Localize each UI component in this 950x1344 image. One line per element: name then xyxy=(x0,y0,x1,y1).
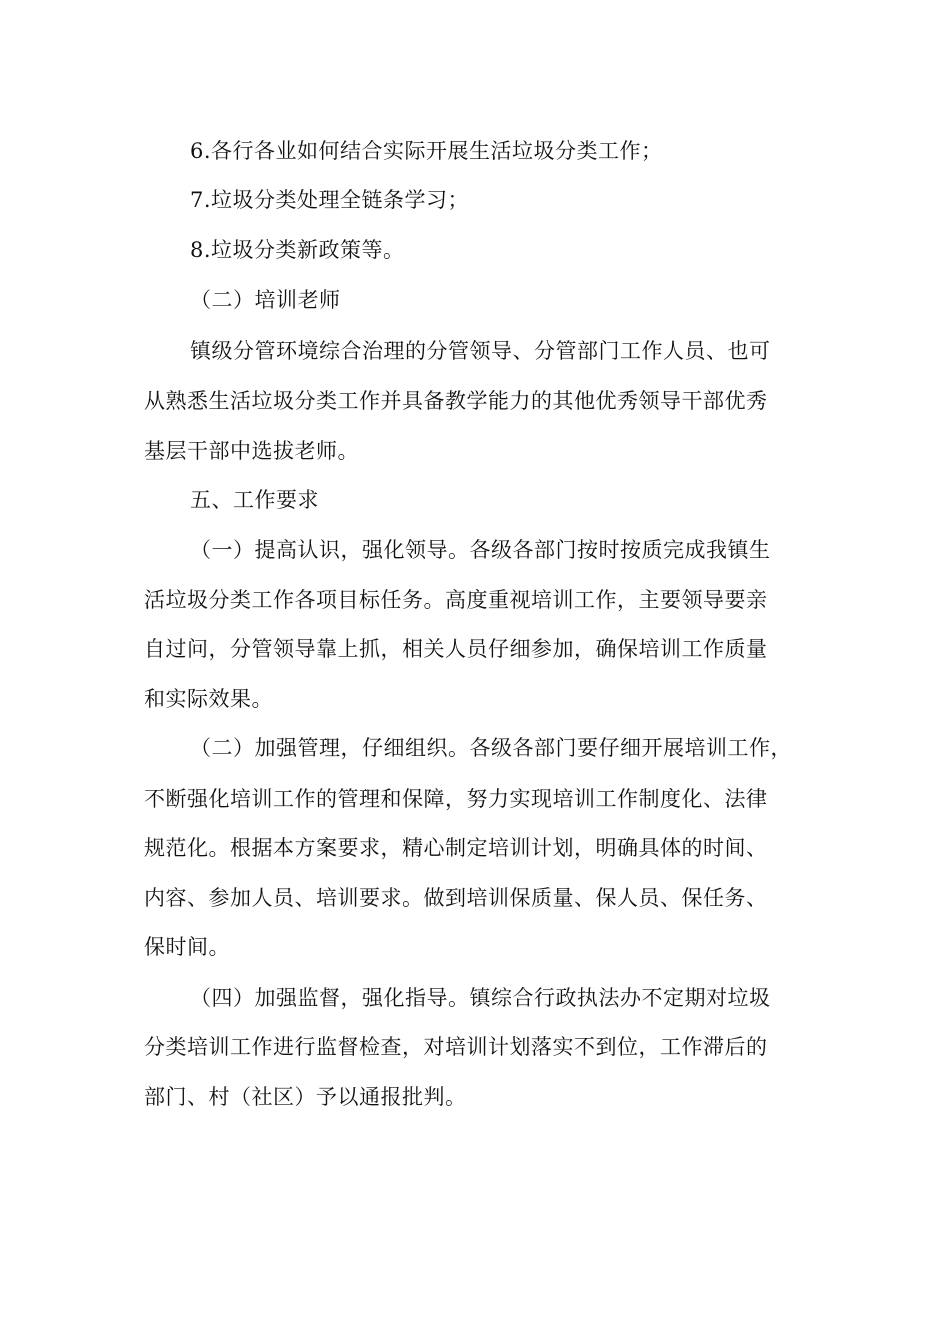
paragraph-requirement-2-line-4: 内容、参加人员、培训要求。做到培训保质量、保人员、保任务、 xyxy=(144,886,768,910)
paragraph-requirement-4-line-2: 分类培训工作进行监督检查，对培训计划落实不到位，工作滞后的 xyxy=(144,1035,768,1059)
list-item-7: 7.垃圾分类处理全链条学习； xyxy=(190,188,470,212)
list-item-6: 6.各行各业如何结合实际开展生活垃圾分类工作； xyxy=(190,139,663,163)
paragraph-requirement-2-line-1: （二）加强管理，仔细组织。各级各部门要仔细开展培训工作， xyxy=(190,736,792,760)
paragraph-requirement-1-line-2: 活垃圾分类工作各项目标任务。高度重视培训工作，主要领导要亲 xyxy=(144,588,768,612)
paragraph-trainers-line-1: 镇级分管环境综合治理的分管领导、分管部门工作人员、也可 xyxy=(190,339,771,363)
section-heading-trainers: （二）培训老师 xyxy=(190,288,341,312)
paragraph-requirement-1-line-3: 自过问，分管领导靠上抓，相关人员仔细参加，确保培训工作质量 xyxy=(144,637,768,661)
paragraph-requirement-2-line-3: 规范化。根据本方案要求，精心制定培训计划，明确具体的时间、 xyxy=(144,836,768,860)
paragraph-requirement-2-line-2: 不断强化培训工作的管理和保障，努力实现培训工作制度化、法律 xyxy=(144,787,768,811)
paragraph-trainers-line-2: 从熟悉生活垃圾分类工作并具备教学能力的其他优秀领导干部优秀 xyxy=(144,389,768,413)
paragraph-requirement-4-line-3: 部门、村（社区）予以通报批判。 xyxy=(144,1085,467,1109)
paragraph-requirement-2-line-5: 保时间。 xyxy=(144,935,230,959)
list-item-8: 8.垃圾分类新政策等。 xyxy=(190,238,405,262)
paragraph-requirement-1-line-4: 和实际效果。 xyxy=(144,687,273,711)
paragraph-requirement-4-line-1: （四）加强监督，强化指导。镇综合行政执法办不定期对垃圾 xyxy=(190,986,771,1010)
paragraph-requirement-1-line-1: （一）提高认识，强化领导。各级各部门按时按质完成我镇生 xyxy=(190,538,771,562)
section-heading-work-requirements: 五、工作要求 xyxy=(190,488,319,512)
paragraph-trainers-line-3: 基层干部中选拔老师。 xyxy=(144,439,359,463)
